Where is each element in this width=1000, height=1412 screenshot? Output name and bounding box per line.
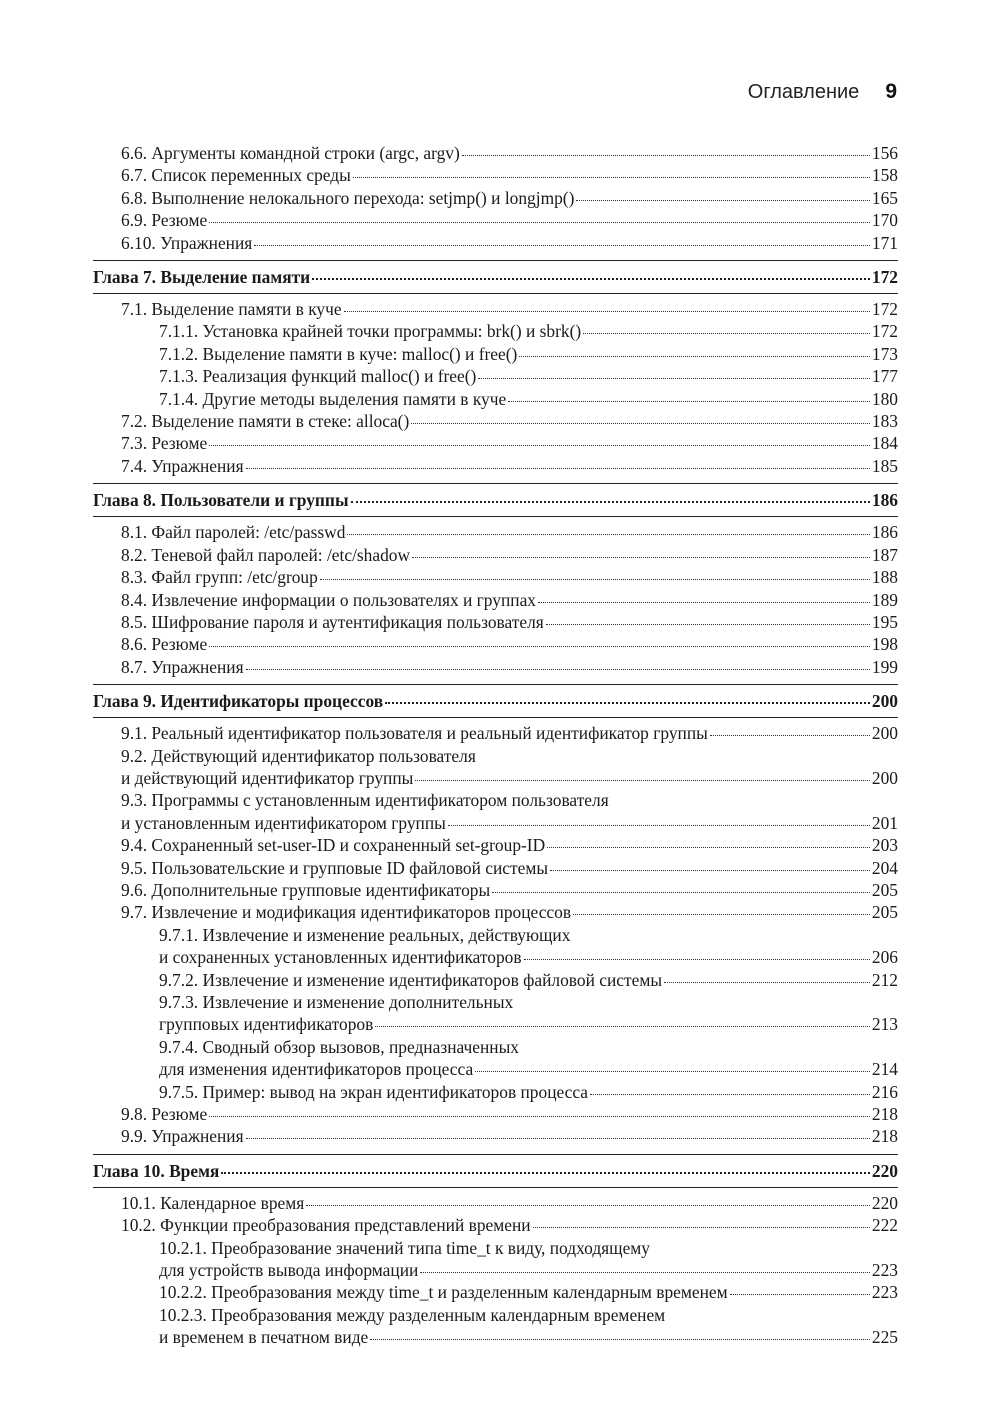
leader-dots <box>221 1172 870 1174</box>
chapter-page: 220 <box>871 1160 898 1181</box>
toc-chapter[interactable] <box>93 1154 898 1188</box>
entry-title: 6.10. Упражнения <box>121 232 253 253</box>
leader-dots <box>448 825 870 826</box>
chapter-title: Глава 10. Время <box>93 1160 220 1181</box>
toc-chapter[interactable] <box>93 260 898 294</box>
toc-entry[interactable] <box>93 164 898 186</box>
leader-dots <box>254 245 870 246</box>
toc-entry[interactable] <box>93 566 898 588</box>
table-of-contents <box>93 142 898 1349</box>
leader-dots <box>209 445 870 446</box>
toc-entry[interactable] <box>93 1214 898 1236</box>
entry-page: 225 <box>871 1327 898 1348</box>
leader-dots <box>478 378 870 379</box>
leader-dots <box>209 1116 870 1117</box>
entry-title: 8.1. Файл паролей: /etc/passwd <box>121 522 346 543</box>
leader-dots <box>573 914 870 915</box>
entry-page: 223 <box>871 1260 898 1281</box>
leader-dots <box>353 177 870 178</box>
entry-page: 187 <box>871 544 898 565</box>
chapter-title: Глава 8. Пользователи и группы <box>93 490 349 511</box>
leader-dots <box>546 624 870 625</box>
entry-title: 10.2.2. Преобразования между time_t и разделенным календарным временем <box>159 1282 728 1303</box>
toc-chapter[interactable] <box>93 483 898 517</box>
entry-page: 204 <box>871 857 898 878</box>
entry-title: 8.2. Теневой файл паролей: /etc/shadow <box>121 544 411 565</box>
entry-title: 9.7.4. Сводный обзор вызовов, предназначенных <box>159 1036 519 1057</box>
entry-page: 177 <box>871 366 898 387</box>
toc-entry[interactable] <box>93 320 898 342</box>
leader-dots <box>533 1227 870 1228</box>
entry-title: 7.1.2. Выделение памяти в куче: malloc() и free() <box>159 343 518 364</box>
toc-chapter[interactable] <box>93 684 898 718</box>
entry-page: 180 <box>871 388 898 409</box>
entry-title: 9.7. Извлечение и модификация идентификаторов процессов <box>121 902 572 923</box>
entry-title: 7.4. Упражнения <box>121 455 244 476</box>
entry-page: 214 <box>871 1059 898 1080</box>
leader-dots <box>519 356 870 357</box>
toc-entry[interactable] <box>93 1125 898 1147</box>
header-title: Оглавление <box>747 81 860 103</box>
leader-dots <box>590 1094 870 1095</box>
entry-title: 9.7.3. Извлечение и изменение дополнительных <box>159 992 514 1012</box>
entry-page: 165 <box>871 187 898 208</box>
entry-page: 171 <box>871 232 898 253</box>
entry-title: 7.3. Резюме <box>121 433 208 454</box>
entry-title: 9.8. Резюме <box>121 1104 208 1125</box>
entry-page: 212 <box>871 969 898 990</box>
toc-entry-line[interactable] <box>93 789 898 811</box>
toc-entry[interactable] <box>93 298 898 320</box>
toc-entry[interactable] <box>93 656 898 678</box>
entry-page: 203 <box>871 835 898 856</box>
entry-title: 8.3. Файл групп: /etc/group <box>121 567 318 588</box>
entry-page: 218 <box>871 1126 898 1147</box>
entry-title: и сохраненных установленных идентификаторов <box>159 947 522 968</box>
entry-title: 9.9. Упражнения <box>121 1126 244 1147</box>
leader-dots <box>730 1294 870 1295</box>
entry-page: 205 <box>871 902 898 923</box>
toc-entry[interactable] <box>93 455 898 477</box>
entry-title: 7.1. Выделение памяти в куче <box>121 299 342 320</box>
entry-title: 10.2.1. Преобразование значений типа time_t к виду, подходящему <box>159 1237 650 1258</box>
toc-entry[interactable] <box>93 343 898 365</box>
toc-entry[interactable] <box>93 1326 898 1348</box>
toc-entry-line[interactable] <box>93 745 898 767</box>
entry-page: 186 <box>871 522 898 543</box>
entry-title: и действующий идентификатор группы <box>121 767 414 788</box>
leader-dots <box>664 982 870 983</box>
toc-entry[interactable] <box>93 544 898 566</box>
leader-dots <box>411 423 870 424</box>
toc-entry[interactable] <box>93 767 898 789</box>
toc-entry[interactable] <box>93 834 898 856</box>
entry-title: 9.2. Действующий идентификатор пользователя <box>121 745 476 766</box>
entry-page: 199 <box>871 656 898 677</box>
leader-dots <box>370 1339 870 1340</box>
toc-entry[interactable] <box>93 521 898 543</box>
leader-dots <box>583 333 870 334</box>
leader-dots <box>306 1205 870 1206</box>
leader-dots <box>524 959 870 960</box>
entry-page: 220 <box>871 1192 898 1213</box>
entry-page: 216 <box>871 1081 898 1102</box>
toc-entry[interactable] <box>93 432 898 454</box>
entry-page: 206 <box>871 947 898 968</box>
entry-title: 8.7. Упражнения <box>121 656 244 677</box>
toc-entry[interactable] <box>93 857 898 879</box>
entry-title: 9.7.2. Извлечение и изменение идентификаторов файловой системы <box>159 969 663 990</box>
entry-page: 218 <box>871 1104 898 1125</box>
leader-dots <box>312 278 870 280</box>
leader-dots <box>209 646 870 647</box>
entry-title: 9.6. Дополнительные групповые идентификаторы <box>121 879 491 900</box>
entry-page: 200 <box>871 723 898 744</box>
entry-title: 9.5. Пользовательские и групповые ID файловой системы <box>121 857 549 878</box>
entry-page: 195 <box>871 611 898 632</box>
toc-entry[interactable] <box>93 1281 898 1303</box>
entry-title: 7.1.4. Другие методы выделения памяти в куче <box>159 388 507 409</box>
entry-title: 7.1.1. Установка крайней точки программы: brk() и sbrk() <box>159 321 582 342</box>
entry-title: и установленным идентификатором группы <box>121 812 446 833</box>
entry-title: 9.7.1. Извлечение и изменение реальных, действующих <box>159 924 571 945</box>
toc-entry[interactable] <box>93 187 898 209</box>
entry-title: 8.6. Резюме <box>121 634 208 655</box>
entry-page: 183 <box>871 411 898 432</box>
entry-title: и временем в печатном виде <box>159 1327 369 1348</box>
leader-dots <box>246 1138 870 1139</box>
leader-dots <box>246 468 870 469</box>
entry-page: 205 <box>871 879 898 900</box>
entry-title: 7.1.3. Реализация функций malloc() и free() <box>159 366 477 387</box>
toc-entry-line[interactable] <box>93 1036 898 1058</box>
entry-title: 10.1. Календарное время <box>121 1192 305 1213</box>
running-header <box>748 80 897 104</box>
toc-entry[interactable] <box>93 812 898 834</box>
entry-title: для устройств вывода информации <box>159 1260 419 1281</box>
toc-entry[interactable] <box>93 633 898 655</box>
entry-page: 172 <box>871 321 898 342</box>
toc-entry[interactable] <box>93 1013 898 1035</box>
entry-page: 222 <box>871 1215 898 1236</box>
toc-entry-line[interactable] <box>93 924 898 946</box>
toc-entry[interactable] <box>93 410 898 432</box>
entry-title: групповых идентификаторов <box>159 1014 374 1035</box>
toc-entry[interactable] <box>93 611 898 633</box>
entry-page: 172 <box>871 299 898 320</box>
entry-title: 6.6. Аргументы командной строки (argc, argv) <box>121 143 460 163</box>
entry-title: 6.9. Резюме <box>121 210 208 231</box>
entry-page: 213 <box>871 1014 898 1035</box>
leader-dots <box>246 669 870 670</box>
chapter-page: 186 <box>871 490 898 511</box>
toc-entry[interactable] <box>93 901 898 923</box>
leader-dots <box>475 1071 870 1072</box>
entry-title: 6.8. Выполнение нелокального перехода: setjmp() и longjmp() <box>121 187 575 208</box>
leader-dots <box>344 311 870 312</box>
leader-dots <box>462 155 870 156</box>
leader-dots <box>209 222 870 223</box>
entry-page: 200 <box>871 767 898 788</box>
toc-entry[interactable] <box>93 142 898 164</box>
toc-entry[interactable] <box>93 589 898 611</box>
entry-title: 6.7. Список переменных среды <box>121 165 351 186</box>
toc-entry[interactable] <box>93 232 898 254</box>
toc-entry[interactable] <box>93 1192 898 1214</box>
leader-dots <box>375 1026 870 1027</box>
leader-dots <box>547 847 870 848</box>
leader-dots <box>710 735 870 736</box>
leader-dots <box>576 200 870 201</box>
leader-dots <box>412 557 870 558</box>
toc-entry[interactable] <box>93 388 898 410</box>
toc-entry[interactable] <box>93 946 898 968</box>
entry-title: 9.7.5. Пример: вывод на экран идентификаторов процесса <box>159 1081 589 1102</box>
entry-page: 188 <box>871 567 898 588</box>
toc-entry[interactable] <box>93 722 898 744</box>
leader-dots <box>385 702 870 704</box>
chapter-title: Глава 9. Идентификаторы процессов <box>93 691 384 712</box>
entry-title: 8.5. Шифрование пароля и аутентификация пользователя <box>121 611 544 632</box>
chapter-page: 200 <box>871 691 898 712</box>
chapter-page: 172 <box>871 267 898 288</box>
toc-entry[interactable] <box>93 1058 898 1080</box>
toc-entry[interactable] <box>93 879 898 901</box>
entry-title: 9.4. Сохраненный set-user-ID и сохраненный set-group-ID <box>121 835 546 856</box>
leader-dots <box>420 1272 870 1273</box>
toc-entry-line[interactable] <box>93 1304 898 1326</box>
entry-title: 7.2. Выделение памяти в стеке: alloca() <box>121 411 410 432</box>
entry-title: для изменения идентификаторов процесса <box>159 1059 474 1080</box>
leader-dots <box>415 780 870 781</box>
entry-page: 223 <box>871 1282 898 1303</box>
entry-title: 8.4. Извлечение информации о пользователях и группах <box>121 589 536 610</box>
toc-entry[interactable] <box>93 1103 898 1125</box>
toc-entry[interactable] <box>93 1081 898 1103</box>
entry-page: 173 <box>871 343 898 364</box>
entry-title: 9.1. Реальный идентификатор пользователя и реальный идентификатор группы <box>121 723 708 744</box>
toc-entry[interactable] <box>93 1259 898 1281</box>
leader-dots <box>550 870 870 871</box>
toc-entry-line[interactable] <box>93 991 898 1013</box>
leader-dots <box>492 892 870 893</box>
leader-dots <box>320 579 870 580</box>
leader-dots <box>351 501 870 503</box>
entry-page: 201 <box>871 812 898 833</box>
entry-title: 9.3. Программы с установленным идентификатором пользователя <box>121 790 609 811</box>
header-page-number: 9 <box>885 80 897 103</box>
toc-entry[interactable] <box>93 365 898 387</box>
entry-page: 170 <box>871 210 898 231</box>
entry-page: 189 <box>871 589 898 610</box>
toc-entry[interactable] <box>93 209 898 231</box>
entry-title: 10.2. Функции преобразования представлений времени <box>121 1215 531 1236</box>
leader-dots <box>538 602 870 603</box>
entry-page: 185 <box>871 455 898 476</box>
leader-dots <box>347 534 869 535</box>
entry-page: 156 <box>871 143 898 163</box>
toc-entry-line[interactable] <box>93 1237 898 1259</box>
chapter-title: Глава 7. Выделение памяти <box>93 267 311 288</box>
leader-dots <box>508 401 870 402</box>
entry-title: 10.2.3. Преобразования между разделенным календарным временем <box>159 1304 666 1325</box>
toc-entry[interactable] <box>93 969 898 991</box>
entry-page: 158 <box>871 165 898 186</box>
entry-page: 198 <box>871 634 898 655</box>
entry-page: 184 <box>871 433 898 454</box>
